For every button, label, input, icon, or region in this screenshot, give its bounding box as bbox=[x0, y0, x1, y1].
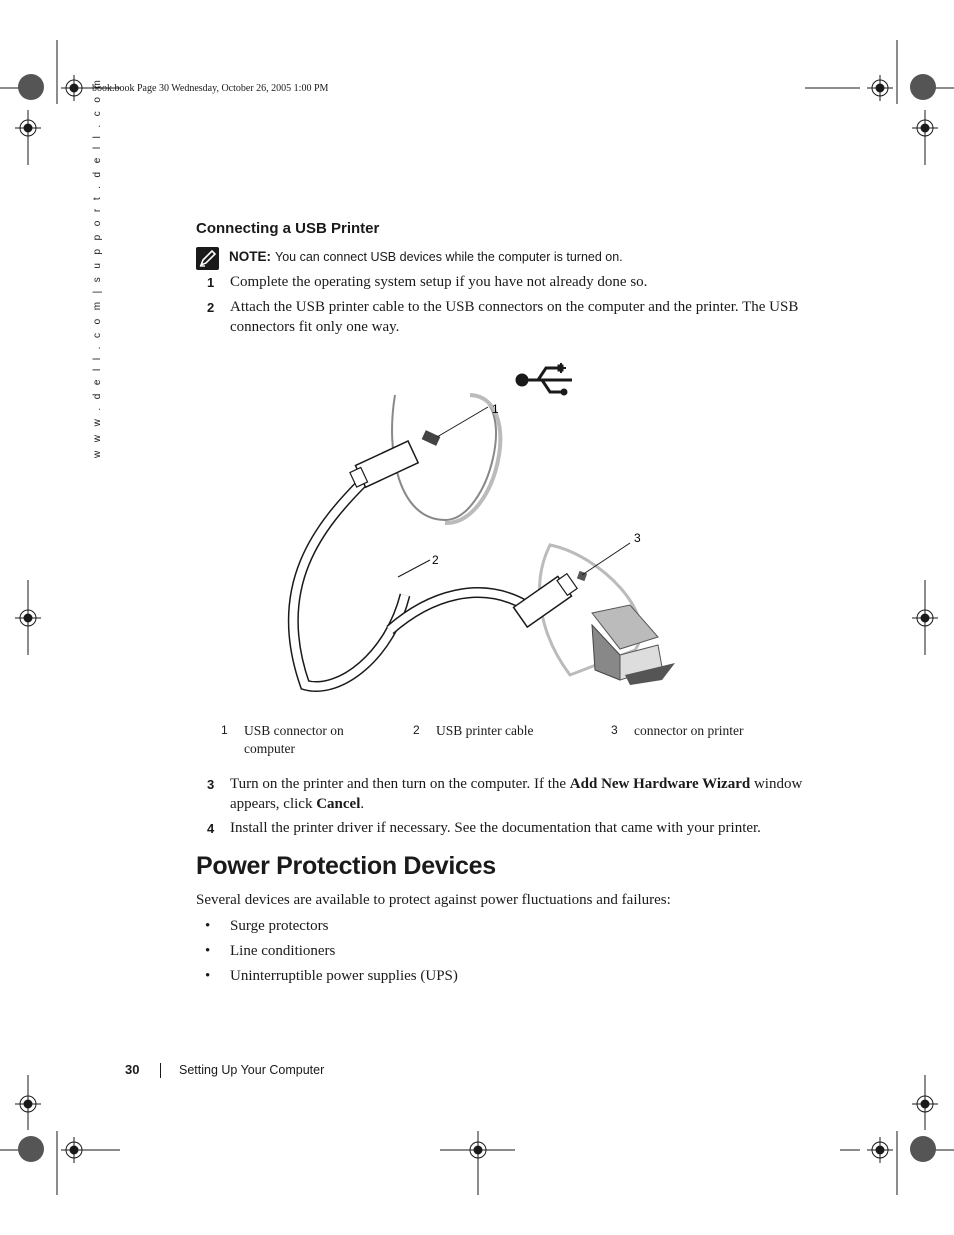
figure-callout: 3 bbox=[634, 531, 641, 545]
step-number: 1 bbox=[207, 275, 215, 290]
page-heading: Power Protection Devices bbox=[196, 852, 496, 880]
bullet-text: Uninterruptible power supplies (UPS) bbox=[230, 968, 458, 984]
legend-number: 2 bbox=[413, 723, 420, 737]
step-text: Attach the USB printer cable to the USB connectors on the computer and the printer. The USB connectors fit only one way. bbox=[230, 299, 799, 335]
legend-item-1 bbox=[221, 722, 391, 758]
bullet-dot: • bbox=[205, 943, 211, 959]
pencil-note-icon bbox=[196, 247, 219, 270]
note-label: NOTE: bbox=[229, 249, 271, 264]
usb-symbol-icon bbox=[516, 363, 572, 395]
step-number: 4 bbox=[207, 821, 215, 836]
note-text bbox=[229, 249, 623, 264]
legend-item-3 bbox=[611, 722, 791, 742]
print-header: book.book Page 30 Wednesday, October 26, 2005 1:00 PM bbox=[92, 83, 329, 94]
legend-text: USB connector on computer bbox=[244, 723, 344, 756]
footer-divider bbox=[160, 1063, 161, 1078]
bullet-text: Surge protectors bbox=[230, 918, 329, 934]
footer-chapter-title: Setting Up Your Computer bbox=[179, 1063, 325, 1077]
side-url: w w w . d e l l . c o m | s u p p o r t . d e l l . c o m bbox=[92, 77, 103, 458]
legend-item-2 bbox=[413, 722, 583, 742]
bullet-dot: • bbox=[205, 968, 211, 984]
figure-callout: 2 bbox=[432, 553, 439, 567]
step-text: Install the printer driver if necessary. See the documentation that came with your printer. bbox=[230, 820, 761, 836]
step-4 bbox=[196, 819, 806, 839]
section-heading: Connecting a USB Printer bbox=[196, 220, 380, 237]
cancel-label: Cancel bbox=[316, 795, 361, 812]
step-1 bbox=[196, 273, 806, 293]
step-number: 2 bbox=[207, 300, 215, 315]
step-number: 3 bbox=[207, 777, 215, 792]
legend-number: 3 bbox=[611, 723, 618, 737]
legend-text: USB printer cable bbox=[436, 723, 534, 738]
legend-text: connector on printer bbox=[634, 723, 744, 738]
figure-callout: 1 bbox=[492, 402, 499, 416]
wizard-name: Add New Hardware Wizard bbox=[569, 776, 751, 792]
bullet-text: Line conditioners bbox=[230, 943, 336, 959]
note-body: You can connect USB devices while the computer is turned on. bbox=[275, 250, 623, 264]
page-number: 30 bbox=[125, 1062, 140, 1077]
step-2 bbox=[196, 298, 806, 338]
intro-paragraph: Several devices are available to protect against power fluctuations and failures: bbox=[196, 892, 671, 908]
legend-number: 1 bbox=[221, 723, 228, 737]
step-3 bbox=[196, 775, 806, 815]
note-box bbox=[196, 247, 816, 273]
bullet-dot: • bbox=[205, 918, 211, 934]
step-text: Complete the operating system setup if you have not already done so. bbox=[230, 274, 648, 290]
usb-printer-illustration bbox=[280, 355, 680, 705]
step-text: Turn on the printer and then turn on the computer. If the Add New Hardware Wizard window appears, click Cancel. bbox=[230, 776, 803, 812]
